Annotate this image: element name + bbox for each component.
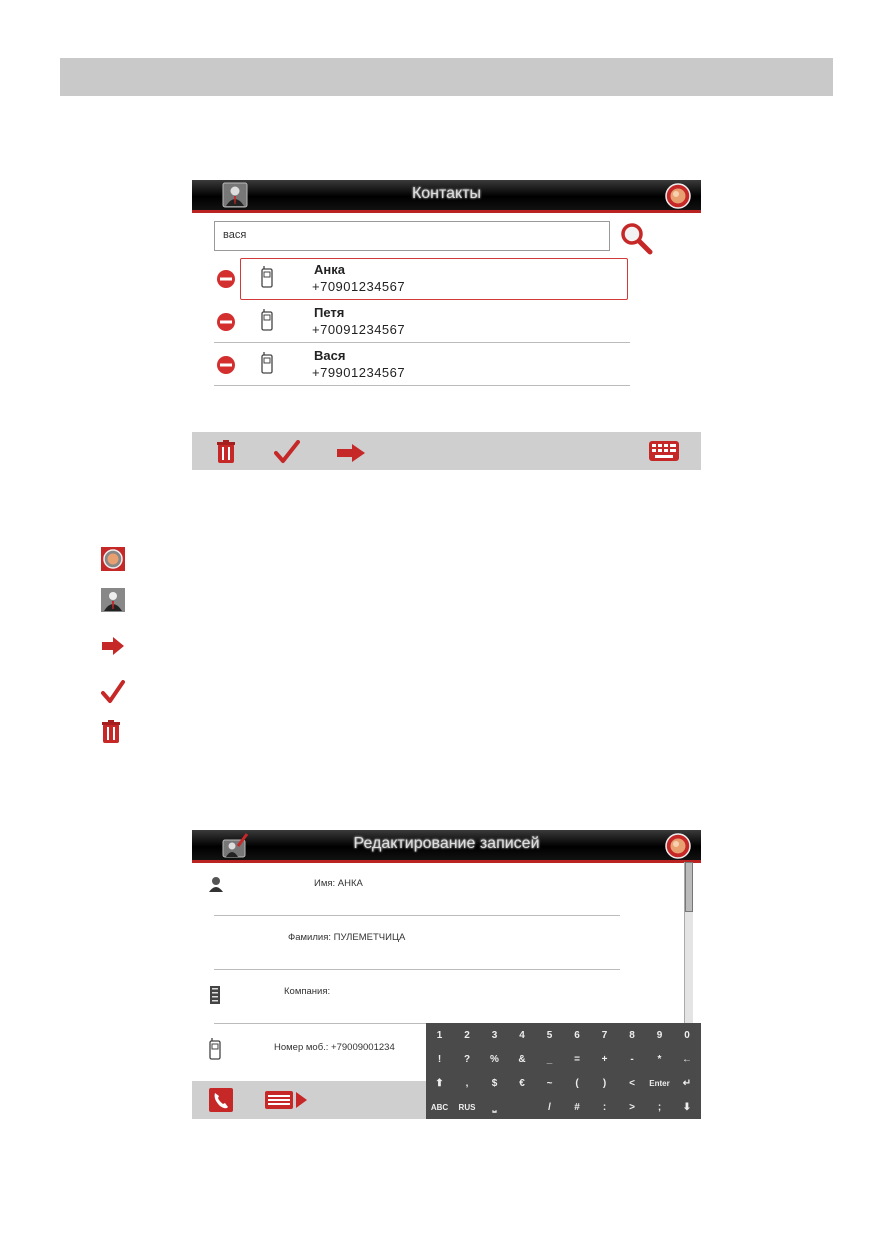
- keyboard-key[interactable]: ←: [682, 1053, 692, 1065]
- keyboard-key[interactable]: €: [519, 1077, 525, 1089]
- keyboard-key[interactable]: 6: [574, 1029, 580, 1041]
- keyboard-key[interactable]: >: [629, 1101, 635, 1113]
- check-icon: [101, 680, 125, 704]
- contacts-screen: [192, 180, 701, 470]
- contact-name: Вася: [314, 348, 346, 363]
- exit-icon: [101, 547, 125, 571]
- keyboard-key[interactable]: 0: [684, 1029, 690, 1041]
- keyboard-key[interactable]: $: [491, 1077, 498, 1089]
- keyboard-key[interactable]: ): [602, 1077, 607, 1089]
- keyboard-key[interactable]: :: [602, 1101, 607, 1113]
- mobile-phone-icon: [260, 309, 274, 331]
- keyboard-key[interactable]: [509, 1095, 536, 1119]
- list-item[interactable]: [214, 301, 630, 343]
- edit-record-screen: [192, 830, 701, 1119]
- contact-number: +70901234567: [312, 279, 406, 294]
- scrollbar[interactable]: [684, 862, 693, 1030]
- keyboard-key[interactable]: (: [575, 1077, 579, 1089]
- mobile-phone-icon: [208, 1038, 222, 1060]
- name-field-row[interactable]: [214, 862, 620, 916]
- mobile-phone-icon: [260, 266, 274, 288]
- keyboard-key[interactable]: =: [574, 1053, 580, 1065]
- building-icon: [210, 986, 220, 1004]
- scrollbar-thumb[interactable]: [685, 862, 693, 912]
- call-icon[interactable]: [208, 1087, 234, 1113]
- exit-icon[interactable]: [665, 833, 691, 859]
- mobile-phone-icon: [260, 352, 274, 374]
- keyboard-key[interactable]: <: [629, 1077, 635, 1089]
- keyboard-key[interactable]: 7: [601, 1029, 608, 1041]
- person-icon: [208, 876, 224, 892]
- keyboard-key[interactable]: ⬆: [435, 1077, 444, 1089]
- keyboard-key[interactable]: ;: [657, 1101, 662, 1113]
- search-icon[interactable]: [618, 220, 654, 256]
- keyboard-key[interactable]: -: [630, 1053, 634, 1065]
- contacts-icon: [101, 588, 125, 612]
- keyboard-key[interactable]: +: [601, 1053, 608, 1065]
- keyboard-key[interactable]: _: [546, 1053, 553, 1065]
- list-item[interactable]: [214, 344, 630, 386]
- contact-number: +79901234567: [312, 365, 406, 380]
- field-label-name: Имя: АНКА: [314, 878, 363, 889]
- keyboard-key[interactable]: %: [490, 1053, 499, 1065]
- exit-icon[interactable]: [665, 183, 691, 209]
- list-item[interactable]: [214, 258, 630, 300]
- surname-field-row[interactable]: [214, 916, 620, 970]
- keyboard-key[interactable]: ABC: [430, 1102, 449, 1112]
- keyboard-key[interactable]: Enter: [649, 1078, 670, 1088]
- keyboard-key[interactable]: !: [437, 1053, 442, 1065]
- keyboard-key[interactable]: RUS: [458, 1102, 476, 1112]
- delete-entry-icon[interactable]: [216, 269, 236, 289]
- keyboard-icon[interactable]: [648, 440, 680, 462]
- field-label-mobile: Номер моб.: +79009001234: [274, 1042, 395, 1053]
- keyboard-key[interactable]: ?: [463, 1053, 471, 1065]
- trash-icon: [101, 720, 121, 744]
- arrow-right-icon[interactable]: [336, 444, 366, 462]
- keyboard-key[interactable]: &: [518, 1053, 526, 1065]
- screen-title: Редактирование записей: [353, 835, 540, 852]
- contact-name: Петя: [314, 305, 345, 320]
- delete-entry-icon[interactable]: [216, 312, 236, 332]
- bottom-toolbar: [192, 432, 701, 470]
- keyboard-key[interactable]: ,: [465, 1077, 469, 1089]
- title-bar: [192, 830, 701, 863]
- keyboard-key[interactable]: ~: [546, 1077, 553, 1089]
- title-bar: [192, 180, 701, 213]
- keyboard-key[interactable]: #: [574, 1101, 580, 1113]
- keyboard-key[interactable]: 5: [546, 1029, 553, 1041]
- keyboard-key[interactable]: ⬇: [682, 1101, 692, 1113]
- keyboard-key[interactable]: 9: [656, 1029, 663, 1041]
- contact-number: +70091234567: [312, 322, 406, 337]
- bottom-toolbar: [192, 1081, 426, 1119]
- field-label-surname: Фамилия: ПУЛЕМЕТЧИЦА: [288, 932, 406, 943]
- keyboard-key[interactable]: 1: [436, 1029, 443, 1041]
- keyboard-key[interactable]: /: [548, 1101, 551, 1113]
- screen-title: Контакты: [411, 185, 482, 202]
- keyboard-key[interactable]: ↵: [682, 1077, 692, 1089]
- keyboard-key[interactable]: *: [657, 1053, 662, 1065]
- keyboard-key[interactable]: ⎵: [492, 1101, 497, 1113]
- header-band: [60, 58, 833, 96]
- field-label-company: Компания:: [284, 986, 331, 997]
- keyboard-key[interactable]: 8: [629, 1029, 635, 1041]
- trash-icon[interactable]: [216, 440, 236, 464]
- company-field-row[interactable]: [214, 970, 620, 1024]
- on-screen-keyboard: [426, 1023, 701, 1119]
- keyboard-key[interactable]: 3: [491, 1029, 498, 1041]
- keyboard-key[interactable]: 4: [519, 1029, 525, 1041]
- save-to-list-icon[interactable]: [264, 1089, 308, 1111]
- search-input[interactable]: вася: [214, 221, 610, 251]
- delete-entry-icon[interactable]: [216, 355, 236, 375]
- keyboard-key[interactable]: 2: [464, 1029, 470, 1041]
- arrow-right-icon: [101, 637, 125, 655]
- check-icon[interactable]: [274, 440, 300, 464]
- contact-name: Анка: [314, 262, 345, 277]
